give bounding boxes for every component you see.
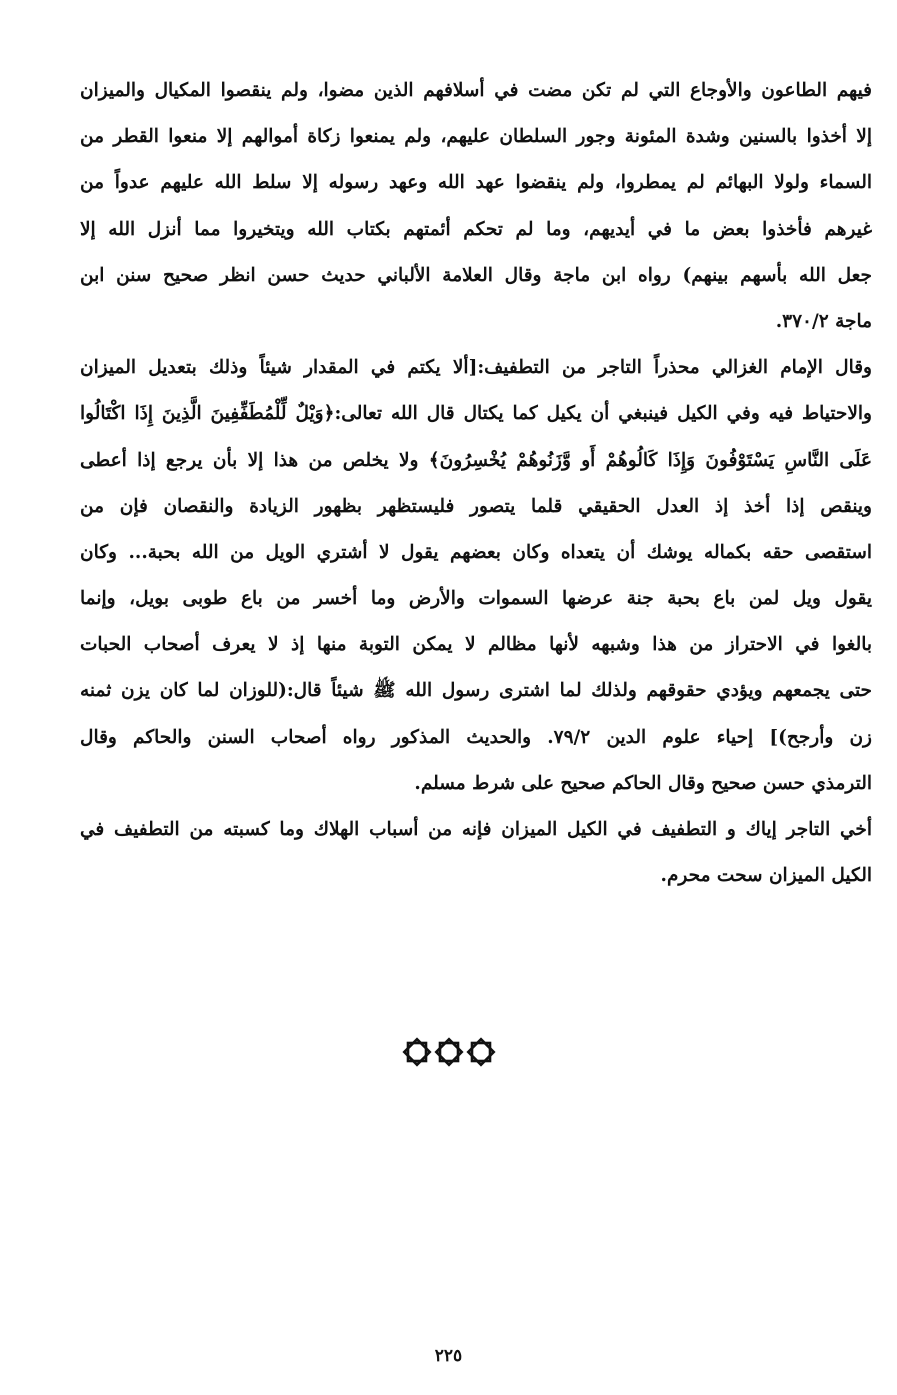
text-line-18: الكيل الميزان سحت محرم. xyxy=(660,865,872,887)
text-line-5: جعل الله بأسهم بينهم) رواه ابن ماجة وقال العلامة الألباني حديث حسن انظر صحيح سنن ابن xyxy=(80,264,872,286)
text-line-16: الترمذي حسن صحيح وقال الحاكم صحيح على شرط مسلم. xyxy=(414,772,872,794)
text-line-13: بالغوا في الاحتراز من هذا وشبهه لأنها مظالم لا يمكن التوبة منها إذ لا يعرف أصحاب الحبات xyxy=(80,634,872,656)
text-line-14: حتى يجمعهم ويؤدي حقوقهم ولذلك لما اشترى رسول الله ﷺ شيئاً قال:(للوزان لما كان يزن ثمنه xyxy=(80,680,872,702)
text-line-3: السماء ولولا البهائم لم يمطروا، ولم ينقضوا عهد الله وعهد رسوله إلا سلط الله عليهم عدواً من xyxy=(80,172,872,194)
text-line-11: استقصى حقه بكماله يوشك أن يتعداه وكان بعضهم يقول لا أشتري الويل من الله بحبة... وكان xyxy=(80,541,872,563)
three-stars-ornament-icon xyxy=(0,1036,897,1072)
ornament-svg xyxy=(401,1036,497,1068)
text-line-17: أخي التاجر إياك و التطفيف في الكيل الميزان فإنه من أسباب الهلاك وما كسبته من التطفيف في xyxy=(80,819,872,840)
text-line-2: إلا أخذوا بالسنين وشدة المئونة وجور السلطان عليهم، ولم يمنعوا زكاة أموالهم إلا منعوا القطر من xyxy=(80,126,872,148)
text-line-15: زن وأرجح)] إحياء علوم الدين ٧٩/٢. والحديث المذكور رواه أصحاب السنن والحاكم وقال xyxy=(80,726,872,748)
text-line-12: يقول ويل لمن باع بحبة جنة عرضها السموات والأرض وما أخسر من باع طوبى بويل، وإنما xyxy=(80,588,872,610)
text-line-4: غيرهم فأخذوا بعض ما في أيديهم، وما لم تحكم أئمتهم بكتاب الله ويتخيروا مما أنزل الله إلا xyxy=(80,218,872,240)
text-line-7: وقال الإمام الغزالي محذراً التاجر من التطفيف:[ألا يكتم في المقدار شيئاً وذلك بتعديل الميزان xyxy=(80,357,872,379)
text-line-10: وينقص إذا أخذ إذ العدل الحقيقي قلما يتصور فليستظهر بظهور الزيادة والنقصان فإن من xyxy=(80,495,872,517)
text-line-9: عَلَى النَّاسِ يَسْتَوْفُونَ وَإِذَا كَالُوهُمْ أَو وَّزَنُوهُمْ يُخْسِرُونَ﴾ ولا يخلص من هذا إلا بأن يرجع إذا أعطى xyxy=(80,449,872,471)
body-text xyxy=(80,68,872,899)
page-number: ٢٢٥ xyxy=(434,1346,463,1366)
text-line-1: فيهم الطاعون والأوجاع التي لم تكن مضت في أسلافهم الذين مضوا، ولم ينقصوا المكيال والميزان xyxy=(80,80,872,101)
text-line-8: والاحتياط فيه وفي الكيل فينبغي أن يكيل كما يكتال قال الله تعالى:﴿وَيْلٌ لِّلْمُطَفِّفِينَ الَّذِينَ إِذَا اكْتَالُوا xyxy=(80,403,872,425)
text-line-6: ماجة ٣٧٠/٢. xyxy=(775,310,872,332)
